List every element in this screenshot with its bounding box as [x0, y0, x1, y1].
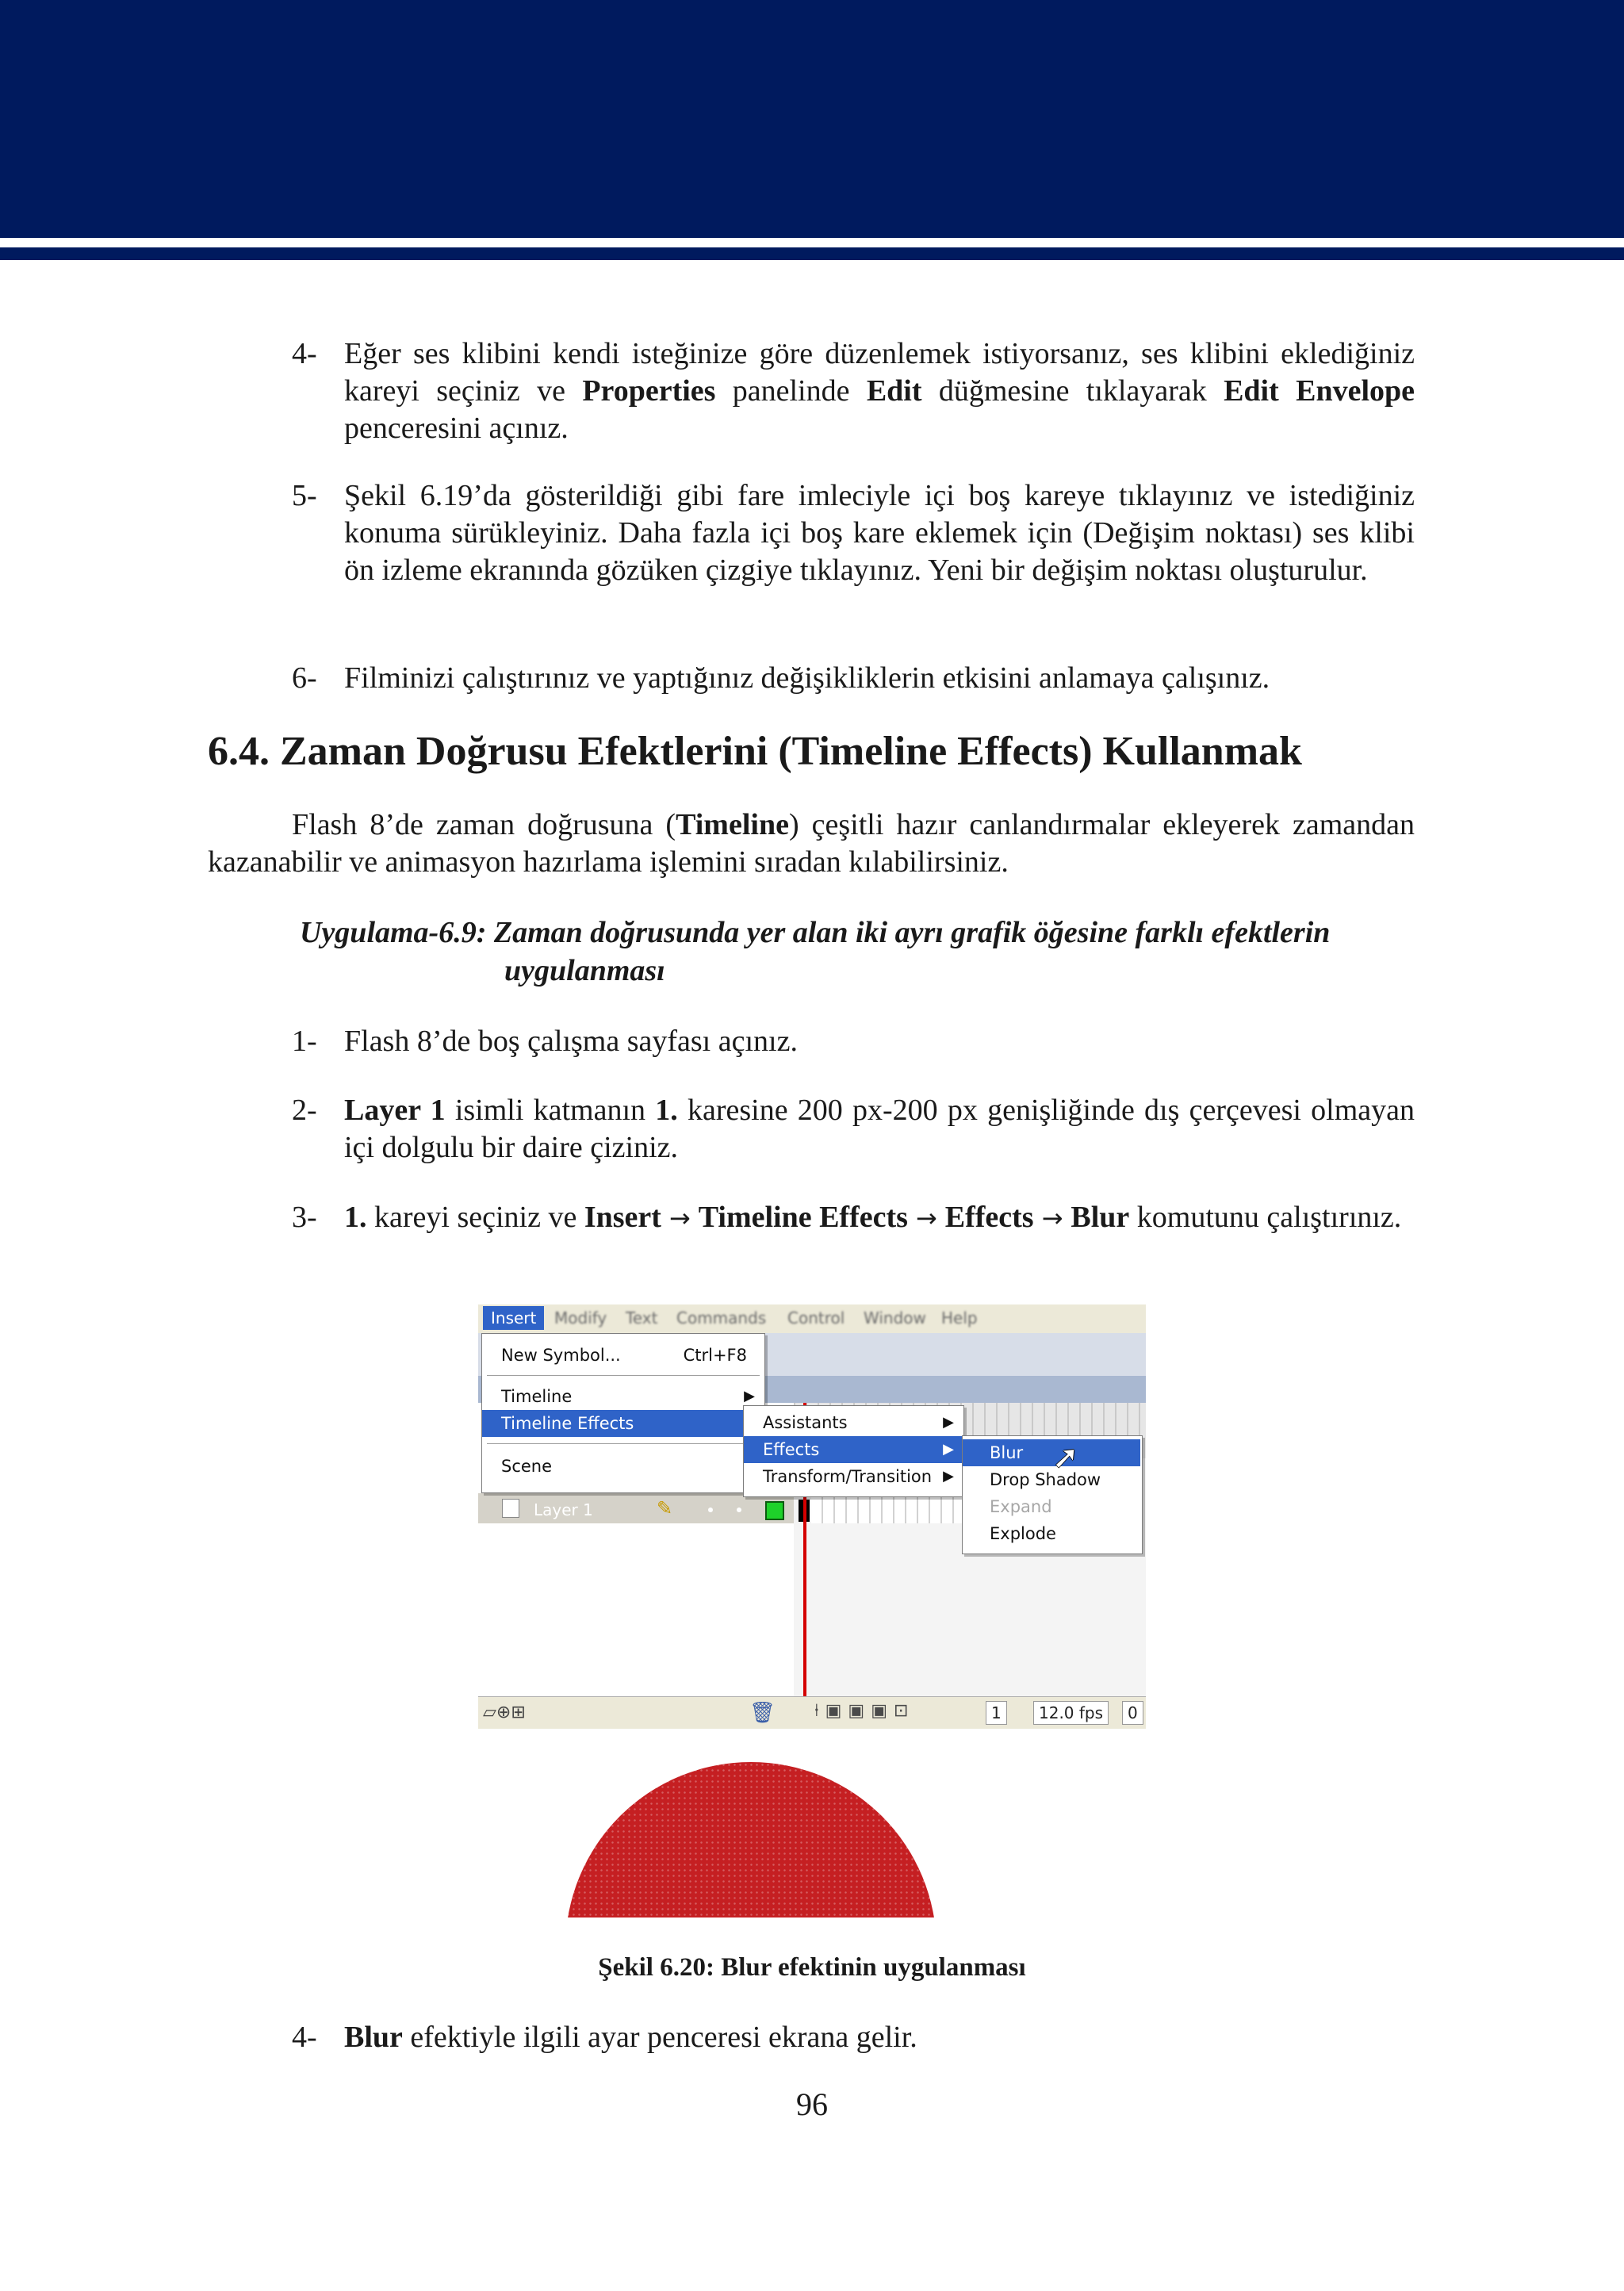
- menu-item-new-symbol[interactable]: New Symbol... Ctrl+F8: [501, 1346, 747, 1365]
- flash-screenshot: [478, 1304, 1146, 1729]
- elapsed-time: 0: [1122, 1701, 1143, 1725]
- section-heading: 6.4. Zaman Doğrusu Efektlerini (Timeline Effects) Kullanmak: [208, 729, 1302, 774]
- menu-modify[interactable]: Modify: [554, 1308, 607, 1327]
- item-text: Layer 1 isimli katmanın 1. karesine 200 px-200 px genişliğinde dış çerçevesi olmayan içi dolgulu bir daire çiziniz.: [344, 1094, 1415, 1164]
- header-band: [0, 0, 1624, 238]
- menu-item-effects[interactable]: Effects ▶: [744, 1436, 963, 1463]
- figure-caption: Şekil 6.20: Blur efektinin uygulanması: [598, 1953, 1026, 1982]
- header-stripe: [0, 247, 1624, 260]
- submenu-arrow-icon: ▶: [943, 1414, 954, 1431]
- menu-window[interactable]: Window: [864, 1308, 926, 1327]
- menu-separator: [487, 1375, 760, 1376]
- onion-skin-icons[interactable]: ⍿▣▣▣⊡: [814, 1701, 915, 1721]
- list-item: [292, 335, 1415, 447]
- list-item: [292, 660, 1415, 697]
- item-number: 6-: [292, 661, 317, 695]
- menu-separator: [487, 1443, 760, 1444]
- item-number: 2-: [292, 1094, 317, 1127]
- menu-item-transform-transition[interactable]: Transform/Transition ▶: [744, 1463, 963, 1490]
- filled-circle: [566, 1762, 936, 1917]
- menu-item-assistants[interactable]: Assistants ▶: [744, 1409, 963, 1436]
- list-item: [292, 1199, 1415, 1237]
- list-item: [292, 477, 1415, 589]
- page-number: 96: [796, 2086, 828, 2122]
- menu-item-timeline[interactable]: Timeline ▶: [482, 1383, 764, 1410]
- menu-item-explode[interactable]: Explode: [990, 1524, 1056, 1543]
- item-number: 3-: [292, 1201, 317, 1234]
- timeline-effects-submenu: [743, 1405, 964, 1497]
- item-number: 4-: [292, 337, 317, 370]
- arrow-icon: →: [915, 1203, 937, 1233]
- menu-item-blur[interactable]: Blur: [963, 1439, 1140, 1466]
- list-item: [292, 2019, 1415, 2056]
- item-text: Filminizi çalıştırınız ve yaptığınız değişikliklerin etkisini anlamaya çalışınız.: [344, 661, 1270, 695]
- item-number: 5-: [292, 479, 317, 512]
- menu-control[interactable]: Control: [787, 1308, 845, 1327]
- frame-rate: 12.0 fps: [1033, 1701, 1109, 1725]
- add-layer-icons[interactable]: ▱⊕⊞: [483, 1703, 526, 1722]
- menu-help[interactable]: Help: [941, 1308, 978, 1327]
- item-number: 1-: [292, 1025, 317, 1058]
- exercise-title: Uygulama-6.9: Zaman doğrusunda yer alan iki ayrı grafik öğesine farklı efektlerin uygulanması: [300, 916, 1331, 987]
- menu-item-drop-shadow[interactable]: Drop Shadow: [990, 1470, 1101, 1489]
- menu-bar: [478, 1304, 1146, 1333]
- menu-commands[interactable]: Commands: [676, 1308, 767, 1327]
- item-text: Eğer ses klibini kendi isteğinize göre düzenlemek istiyorsanız, ses klibini eklediğiniz kareyi seçiniz ve Properties panelinde Edit düğmesine tıklayarak Edit Envelope penceresini açınız.: [344, 337, 1415, 445]
- menu-item-scene[interactable]: Scene: [501, 1457, 553, 1476]
- item-text: Şekil 6.19’da gösterildiği gibi fare imleciyle içi boş kareye tıklayınız ve istediğiniz konuma sürükleyiniz. Daha fazla içi boş kare eklemek için (Değişim noktası) ses klibi ön izleme ekranında gözüken çizgiye tıklayınız. Yeni bir değişim noktası oluşturulur.: [344, 479, 1415, 587]
- outline-color-icon[interactable]: [765, 1501, 784, 1520]
- menu-item-timeline-effects[interactable]: Timeline Effects: [482, 1410, 764, 1437]
- current-frame: 1: [986, 1701, 1007, 1725]
- lock-dot[interactable]: [737, 1508, 741, 1512]
- list-item: [292, 1023, 1415, 1060]
- list-item: [292, 1092, 1415, 1167]
- submenu-arrow-icon: ▶: [744, 1388, 755, 1404]
- item-text: 1. kareyi seçiniz ve Insert → Timeline Effects → Effects → Blur komutunu çalıştırınız.: [344, 1201, 1402, 1234]
- item-number: 4-: [292, 2021, 317, 2054]
- blurred-circle-figure: [566, 1762, 936, 1917]
- intro-paragraph: Flash 8’de zaman doğrusuna (Timeline) çeşitli hazır canlandırmalar ekleyerek zamandan kazanabilir ve animasyon hazırlama işlemini sıradan kılabilirsiniz.: [208, 808, 1415, 879]
- pencil-icon: ✎: [657, 1497, 673, 1519]
- insert-menu: [481, 1333, 765, 1493]
- menu-item-expand: Expand: [990, 1497, 1052, 1516]
- visibility-dot[interactable]: [708, 1508, 713, 1512]
- submenu-arrow-icon: ▶: [943, 1441, 954, 1458]
- submenu-arrow-icon: ▶: [943, 1468, 954, 1485]
- mouse-cursor-icon: ➚: [1052, 1439, 1079, 1476]
- frame-strip[interactable]: [811, 1493, 970, 1523]
- trash-icon[interactable]: 🗑: [749, 1701, 776, 1725]
- arrow-icon: →: [1041, 1203, 1063, 1233]
- item-text: Blur efektiyle ilgili ayar penceresi ekrana gelir.: [344, 2021, 917, 2054]
- item-text: Flash 8’de boş çalışma sayfası açınız.: [344, 1025, 798, 1058]
- arrow-icon: →: [668, 1203, 691, 1233]
- layer-name[interactable]: Layer 1: [534, 1500, 593, 1519]
- menu-text[interactable]: Text: [626, 1308, 658, 1327]
- layer-row[interactable]: [478, 1493, 794, 1523]
- header-divider: [0, 238, 1624, 247]
- menu-insert[interactable]: Insert: [483, 1306, 544, 1330]
- layer-icon: [502, 1499, 519, 1518]
